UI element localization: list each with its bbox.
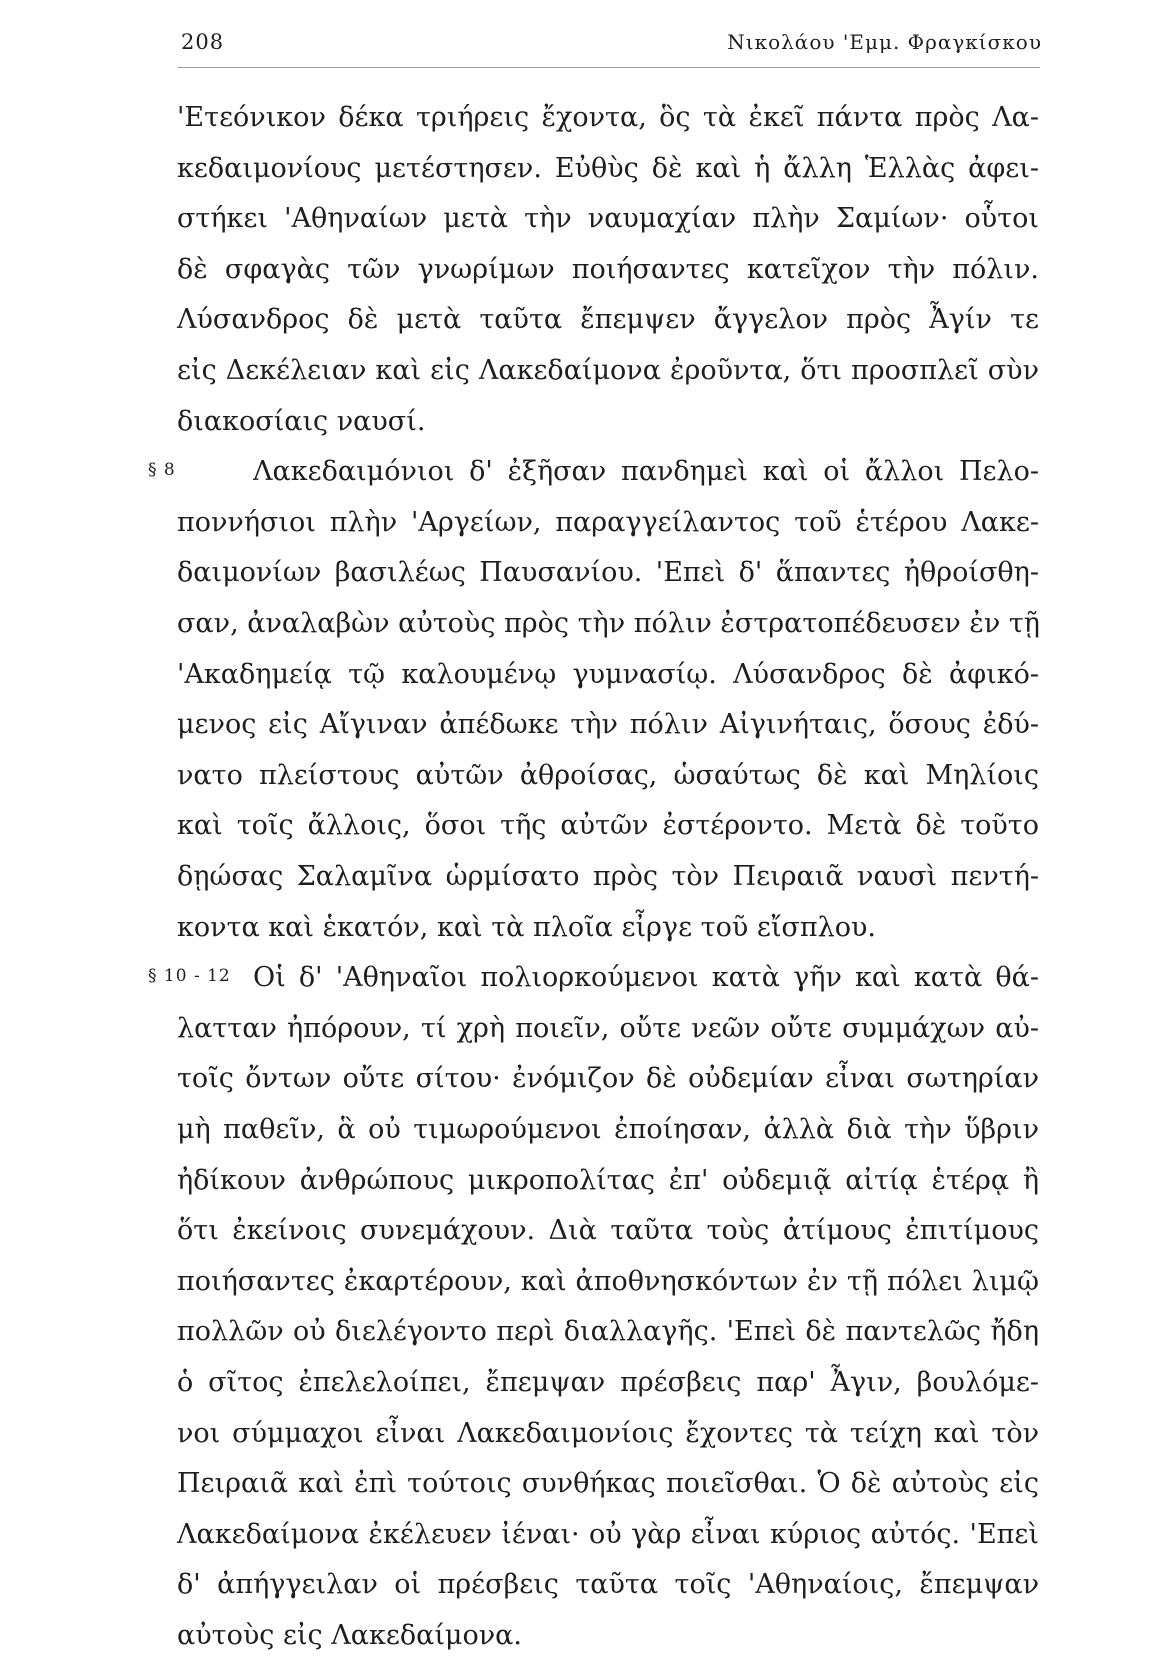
running-title: Νικολάου 'Εμμ. Φραγκίσκου <box>727 30 1042 54</box>
text-line: δῃώσας Σαλαμῖνα ὡρμίσατο πρὸς τὸν Πειραιᾶ ναυσὶ πεντή- <box>177 861 1039 892</box>
text-line: πολλῶν οὐ διελέγοντο περὶ διαλλαγῆς. 'Επεὶ δὲ παντελῶς ἤδη <box>177 1316 1039 1348</box>
text-line: Λακεδαίμονα ἐκέλευεν ἰέναι· οὐ γὰρ εἶναι κύριος αὐτός. 'Επεὶ <box>177 1518 1039 1550</box>
text-line: σαν, ἀναλαβὼν αὐτοὺς πρὸς τὴν πόλιν ἐστρατοπέδευσεν ἐν τῇ <box>177 608 1040 639</box>
text-line: λατταν ἠπόρουν, τί χρὴ ποιεῖν, οὔτε νεῶν οὔτε συμμάχων αὐ- <box>177 1012 1039 1044</box>
text-line: Λακεδαιμόνιοι δ' ἐξῆσαν πανδημεὶ καὶ οἱ ἄλλοι Πελο- <box>253 456 1039 488</box>
text-line: διακοσίαις ναυσί. <box>177 405 426 437</box>
text-line: ὁ σῖτος ἐπελελοίπει, ἔπεμψαν πρέσβεις παρ' Ἆγιν, βουλόμε- <box>177 1367 1039 1398</box>
text-line: μὴ παθεῖν, ἃ οὐ τιμωρούμενοι ἐποίησαν, ἀλλὰ διὰ τὴν ὕβριν <box>177 1114 1039 1145</box>
text-line: νατο πλείστους αὐτῶν ἀθροίσας, ὡσαύτως δὲ καὶ Μηλίοις <box>177 759 1039 791</box>
text-line: κοντα καὶ ἑκατόν, καὶ τὰ πλοῖα εἶργε τοῦ εἴσπλου. <box>177 911 876 943</box>
section-marker: § 10 - 12 <box>148 966 231 987</box>
text-line: Λύσανδρος δὲ μετὰ ταῦτα ἔπεμψεν ἄγγελον πρὸς Ἆγίν τε <box>177 304 1039 336</box>
text-line: ποννήσιοι πλὴν 'Αργείων, παραγγείλαντος τοῦ ἑτέρου Λακε- <box>177 506 1039 538</box>
text-line: ἠδίκουν ἀνθρώπους μικροπολίτας ἐπ' οὐδεμιᾷ αἰτίᾳ ἑτέρᾳ ἢ <box>177 1164 1039 1196</box>
text-line: καὶ τοῖς ἄλλοις, ὅσοι τῆς αὐτῶν ἐστέροντο. Μετὰ δὲ τοῦτο <box>177 810 1039 842</box>
text-line: στήκει 'Αθηναίων μετὰ τὴν ναυμαχίαν πλὴν Σαμίων· οὗτοι <box>177 203 1039 235</box>
text-line: Οἱ δ' 'Αθηναῖοι πολιορκούμενοι κατὰ γῆν καὶ κατὰ θά- <box>253 962 1039 994</box>
text-line: δ' ἀπήγγειλαν οἱ πρέσβεις ταῦτα τοῖς 'Αθηναίοις, ἔπεμψαν <box>177 1569 1039 1601</box>
text-line: τοῖς ὄντων οὔτε σίτου· ἐνόμιζον δὲ οὐδεμίαν εἶναι σωτηρίαν <box>177 1063 1039 1095</box>
section-marker: § 8 <box>148 460 176 481</box>
text-line: κεδαιμονίους μετέστησεν. Εὐθὺς δὲ καὶ ἡ ἄλλη Ἑλλὰς ἀφει- <box>177 152 1039 184</box>
text-line: δὲ σφαγὰς τῶν γνωρίμων ποιήσαντες κατεῖχον τὴν πόλιν. <box>177 253 1039 285</box>
text-line: 'Ετεόνικον δέκα τριήρεις ἔχοντα, ὃς τὰ ἐκεῖ πάντα πρὸς Λα- <box>177 102 1039 133</box>
text-line: μενος εἰς Αἴγιναν ἀπέδωκε τὴν πόλιν Αἰγινήταις, ὅσους ἐδύ- <box>177 709 1039 741</box>
text-line: εἰς Δεκέλειαν καὶ εἰς Λακεδαίμονα ἐροῦντα, ὅτι προσπλεῖ σὺν <box>177 355 1039 386</box>
text-line: ποιήσαντες ἐκαρτέρουν, καὶ ἀποθνησκόντων ἐν τῇ πόλει λιμῷ <box>177 1265 1039 1297</box>
text-line: αὐτοὺς εἰς Λακεδαίμονα. <box>177 1620 522 1651</box>
text-line: νοι σύμμαχοι εἶναι Λακεδαιμονίοις ἔχοντες τὰ τείχη καὶ τὸν <box>177 1417 1039 1449</box>
text-line: 'Ακαδημείᾳ τῷ καλουμένῳ γυμνασίῳ. Λύσανδρος δὲ ἀφικό- <box>177 658 1039 690</box>
text-line: Πειραιᾶ καὶ ἐπὶ τούτοις συνθήκας ποιεῖσθαι. Ὁ δὲ αὐτοὺς εἰς <box>177 1468 1039 1500</box>
text-line: ὅτι ἐκείνοις συνεμάχουν. Διὰ ταῦτα τοὺς ἀτίμους ἐπιτίμους <box>177 1215 1039 1247</box>
page-number: 208 <box>181 30 225 54</box>
header-rule <box>178 67 1040 68</box>
text-line: δαιμονίων βασιλέως Παυσανίου. 'Επεὶ δ' ἅπαντες ἠθροίσθη- <box>177 557 1039 589</box>
